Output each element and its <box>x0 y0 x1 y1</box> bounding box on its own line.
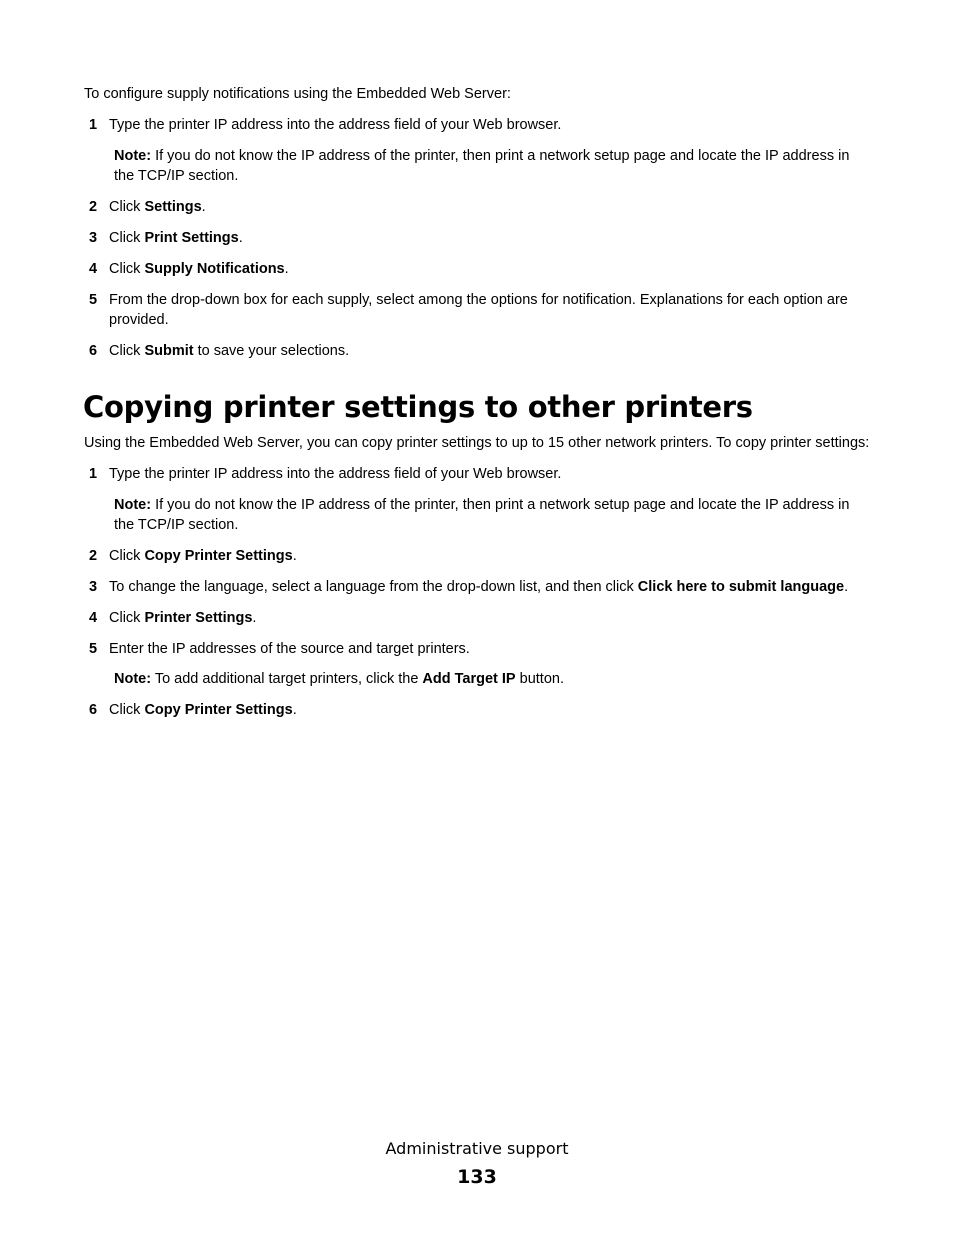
step-number: 3 <box>89 579 98 595</box>
note-label: Note: <box>114 148 152 164</box>
step-number: 2 <box>89 548 98 564</box>
note <box>114 146 872 186</box>
step-text-end: . <box>844 579 849 595</box>
note-text: If you do not know the IP address of the printer, then print a network setup page and locate the IP address in the TCP/IP section. <box>114 148 850 184</box>
section-heading: Copying printer settings to other printers <box>83 390 753 424</box>
supply-notifications-steps <box>84 115 872 135</box>
step-3 <box>84 228 872 248</box>
step-text: Enter the IP addresses of the source and target printers. <box>109 641 470 657</box>
note <box>114 669 872 689</box>
step-text-end: . <box>201 199 206 215</box>
step-text: Click <box>109 199 145 215</box>
footer-section-title: Administrative support <box>385 1139 569 1158</box>
step-text-end: . <box>284 261 289 277</box>
step-text: Click <box>109 702 145 718</box>
step-text-end: . <box>252 610 257 626</box>
step-2 <box>84 546 872 566</box>
supply-notifications-intro: To configure supply notifications using the Embedded Web Server: <box>84 86 511 102</box>
step-number: 3 <box>89 230 98 246</box>
step-text: From the drop-down box for each supply, select among the options for notification. Explanations for each option are provided. <box>109 292 848 328</box>
step-number: 2 <box>89 199 98 215</box>
step-5 <box>84 639 872 659</box>
step-6 <box>84 341 872 361</box>
step-bold-text: Print Settings <box>144 230 239 246</box>
step-bold-text: Submit <box>144 343 194 359</box>
copy-settings-steps <box>84 464 872 484</box>
step-number: 4 <box>89 261 98 277</box>
step-bold-text: Click here to submit language <box>637 579 845 595</box>
step-text: Click <box>109 343 145 359</box>
step-number: 6 <box>89 343 98 359</box>
step-bold-text: Supply Notifications <box>144 261 285 277</box>
page-content <box>84 84 872 731</box>
step-text: Click <box>109 610 145 626</box>
step-text-end: to save your selections. <box>193 343 350 359</box>
step-text: Click <box>109 261 145 277</box>
step-4 <box>84 259 872 279</box>
step-number: 6 <box>89 702 98 718</box>
note-text: If you do not know the IP address of the printer, then print a network setup page and locate the IP address in the TCP/IP section. <box>114 497 850 533</box>
copy-settings-intro: Using the Embedded Web Server, you can copy printer settings to up to 15 other network printers. To copy printer settings: <box>84 435 870 451</box>
step-text-end: . <box>292 548 297 564</box>
step-5 <box>84 290 872 330</box>
note-bold-text: Add Target IP <box>422 671 516 687</box>
step-number: 1 <box>89 117 98 133</box>
step-bold-text: Printer Settings <box>144 610 253 626</box>
step-number: 5 <box>89 641 98 657</box>
step-text: Type the printer IP address into the address field of your Web browser. <box>109 117 562 133</box>
step-bold-text: Copy Printer Settings <box>144 702 293 718</box>
copy-settings-steps-end <box>84 700 872 720</box>
page-number: 133 <box>457 1166 497 1188</box>
step-bold-text: Copy Printer Settings <box>144 548 293 564</box>
step-number: 4 <box>89 610 98 626</box>
note-label: Note: <box>114 671 152 687</box>
step-text: Type the printer IP address into the address field of your Web browser. <box>109 466 562 482</box>
note-label: Note: <box>114 497 152 513</box>
note-text: To add additional target printers, click the <box>151 671 423 687</box>
step-text-end: . <box>292 702 297 718</box>
step-text-end: . <box>238 230 243 246</box>
step-number: 1 <box>89 466 98 482</box>
step-1 <box>84 464 872 484</box>
step-3 <box>84 577 872 597</box>
note-text-end: button. <box>515 671 564 687</box>
note <box>114 495 872 535</box>
step-text: Click <box>109 548 145 564</box>
step-2 <box>84 197 872 217</box>
step-bold-text: Settings <box>144 199 202 215</box>
step-text: Click <box>109 230 145 246</box>
step-1 <box>84 115 872 135</box>
step-6 <box>84 700 872 720</box>
step-4 <box>84 608 872 628</box>
step-number: 5 <box>89 292 98 308</box>
step-text: To change the language, select a language from the drop-down list, and then click <box>109 579 638 595</box>
copy-settings-steps-cont <box>84 546 872 659</box>
supply-notifications-steps-cont <box>84 197 872 361</box>
